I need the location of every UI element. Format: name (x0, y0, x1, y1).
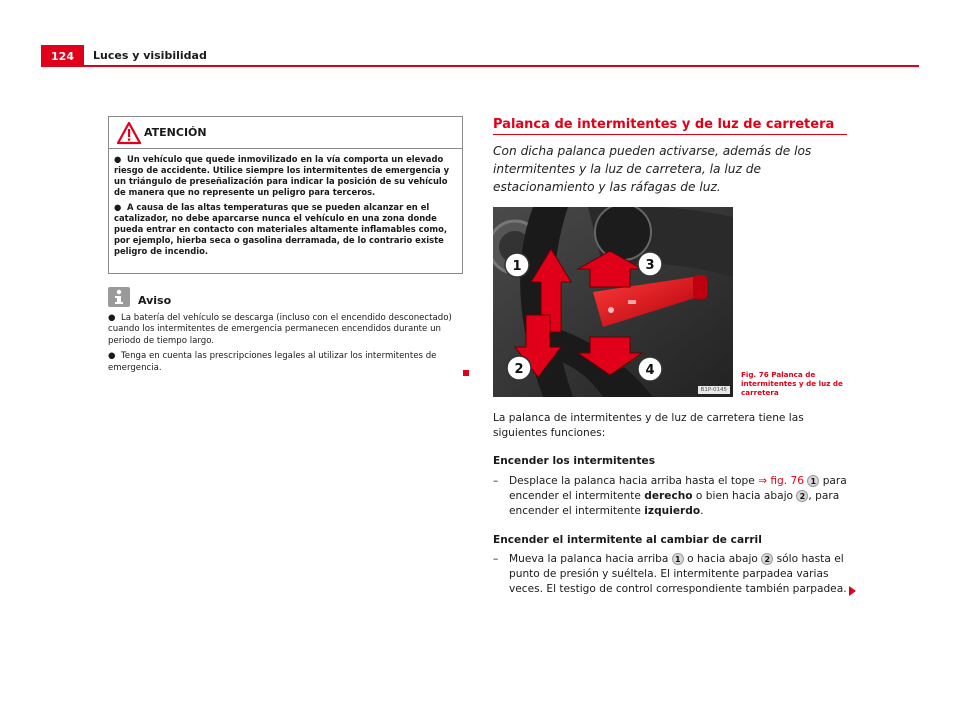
note-item: ● Tenga en cuenta las prescripciones legales al utilizar los intermitentes de emergencia. (108, 351, 437, 373)
dash-icon: – (493, 553, 499, 565)
running-title: Luces y visibilidad (93, 49, 207, 62)
svg-text:2: 2 (514, 362, 524, 377)
section-rule (493, 134, 847, 135)
lever-figure (493, 207, 733, 397)
warning-title: ATENCIÓN (144, 126, 207, 139)
number-badge: 2 (761, 553, 773, 565)
note-title: Aviso (138, 294, 172, 307)
subheading-turn-signals: Encender los intermitentes (493, 455, 656, 467)
lever-illustration (493, 207, 733, 397)
bullet-icon: ● (108, 313, 116, 323)
section-intro: Con dicha palanca pueden activarse, además de los intermitentes y la luz de carretera, la luz de estacionamiento y las ráfagas de luz. (493, 144, 812, 194)
section-end-marker (463, 370, 469, 376)
number-badge: 1 (807, 475, 819, 487)
warning-item: ● Un vehículo que quede inmovilizado en la vía comporta un elevado riesgo de accidente. Utilice siempre los intermitentes de emergencia y un triángulo de preseñalización para indicar la posición de su vehículo de manera que no represente un peligro para terceros. (114, 154, 450, 197)
callout-2 (507, 356, 531, 380)
section-lead: La palanca de intermitentes y de luz de carretera tiene las siguientes funciones: (493, 412, 804, 439)
bullet-icon: ● (114, 154, 122, 164)
bullet-icon: ● (114, 202, 122, 212)
list-item: – Desplace la palanca hacia arriba hasta el tope ⇒ fig. 76 1 para encender el intermitente derecho o bien hacia abajo 2 , para encender el intermitente izquierdo. (493, 475, 847, 517)
section-heading: Palanca de intermitentes y de luz de carretera (493, 117, 835, 132)
continue-arrow-icon (849, 586, 856, 596)
note-item: ● La batería del vehículo se descarga (incluso con el encendido desconectado) cuando los intermitentes de emergencia permanecen encendidos durante un periodo de tiempo largo. (108, 313, 452, 346)
dash-icon: – (493, 475, 499, 487)
number-badge: 2 (796, 490, 808, 502)
callout-1 (505, 253, 529, 277)
figure-reference-link[interactable]: ⇒ fig. 76 (758, 475, 804, 487)
warning-box (108, 116, 463, 274)
callout-4 (638, 357, 662, 381)
header-rule (84, 65, 919, 67)
number-badge: 1 (672, 553, 684, 565)
list-item: – Mueva la palanca hacia arriba 1 o hacia abajo 2 sólo hasta el punto de presión y suéltela. El intermitente parpadea varias veces. El testigo de control correspondiente también parpadea. (493, 553, 847, 595)
warning-item: ● A causa de las altas temperaturas que se pueden alcanzar en el catalizador, no debe aparcarse nunca el vehículo en una zona donde pueda entrar en contacto con materiales altamente inflamables como, por ejemplo, hierba seca o gasolina derramada, de lo contrario existe peligro de incendio. (114, 202, 448, 256)
subheading-lane-change: Encender el intermitente al cambiar de carril (493, 534, 762, 546)
svg-text:1: 1 (512, 259, 522, 274)
callout-3 (638, 252, 662, 276)
warning-header (109, 117, 462, 149)
figure-code: B1P-0145 (698, 386, 730, 394)
page-number: 124 (41, 45, 84, 67)
svg-text:3: 3 (645, 258, 655, 273)
info-note-icon (108, 287, 130, 307)
figure-caption: Fig. 76 Palanca de intermitentes y de luz de carretera (741, 370, 843, 397)
bullet-icon: ● (108, 351, 116, 362)
svg-text:4: 4 (645, 363, 655, 378)
warning-triangle-icon (116, 121, 142, 145)
warning-body (109, 149, 462, 257)
note-header (108, 287, 463, 309)
note-body (108, 313, 465, 378)
